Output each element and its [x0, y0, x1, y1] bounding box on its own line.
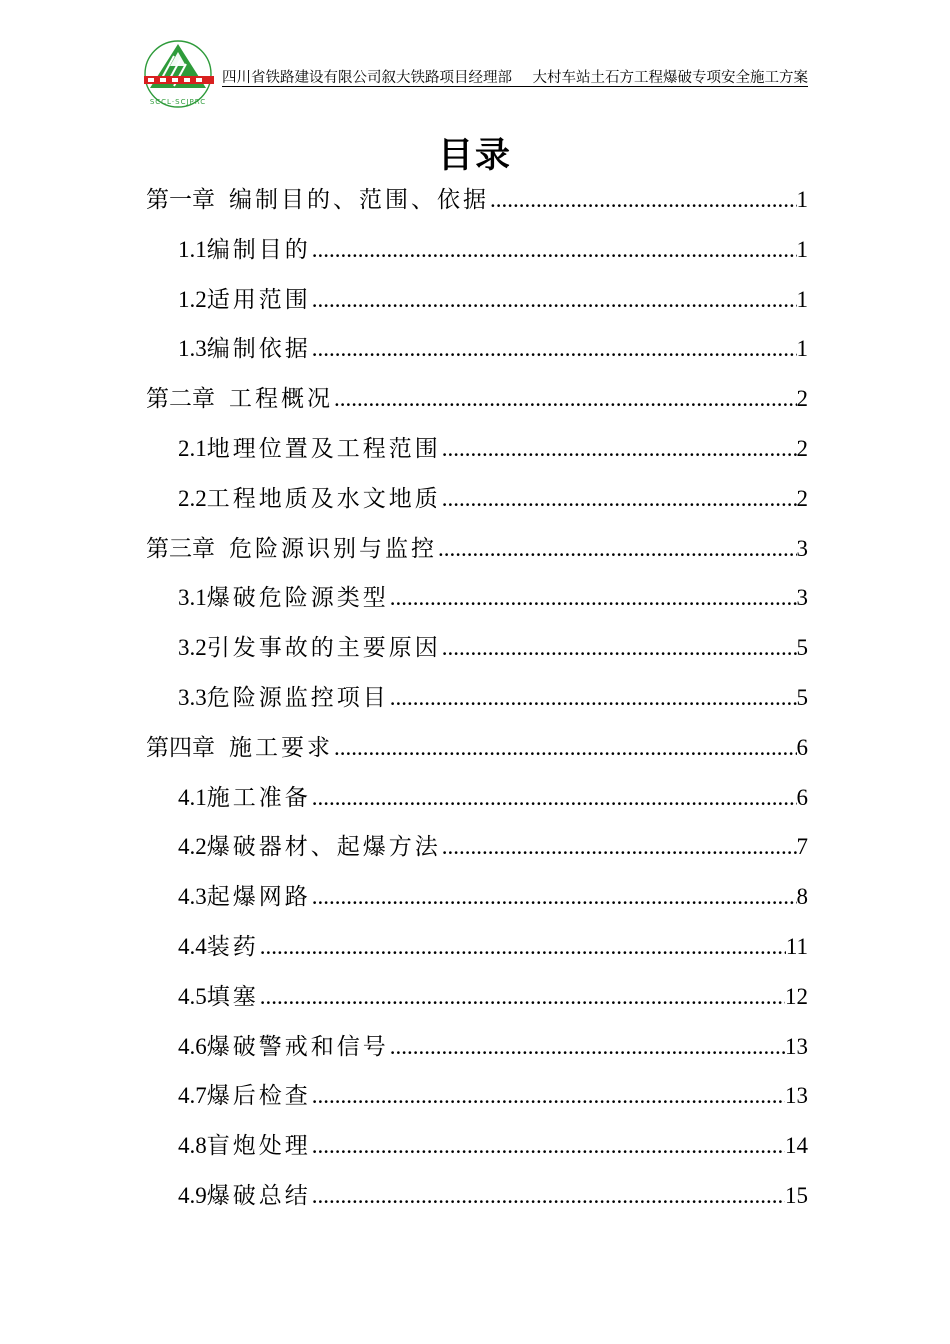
header-document-name: 大村车站土石方工程爆破专项安全施工方案	[532, 70, 808, 86]
toc-dot-leader	[390, 582, 797, 614]
toc-page-number: 2	[796, 485, 808, 511]
toc-entry-title: 爆后检查	[206, 1083, 311, 1110]
toc-entry-title: 工程概况	[229, 386, 333, 413]
toc-entry[interactable]	[146, 732, 808, 764]
toc-page-number: 11	[785, 934, 808, 959]
toc-dot-leader	[334, 732, 797, 764]
toc-entry-title: 编制目的、范围、依据	[229, 187, 489, 213]
toc-entry-label	[178, 483, 441, 515]
toc-dot-leader	[312, 284, 797, 316]
toc-entry-number: 1.1	[178, 236, 207, 262]
toc-dot-leader	[312, 782, 797, 814]
toc-dot-leader	[312, 234, 797, 266]
toc-entry-label	[178, 1180, 311, 1212]
header-rule	[222, 86, 808, 87]
toc-entry-title: 盲炮处理	[206, 1133, 311, 1160]
toc-entry-label	[178, 1130, 311, 1162]
company-logo	[140, 38, 220, 114]
toc-entry[interactable]	[178, 831, 808, 863]
toc-page-number: 13	[785, 1033, 808, 1059]
toc-page-number: 12	[785, 983, 808, 1009]
toc-entry[interactable]	[178, 1180, 808, 1212]
toc-dot-leader	[442, 831, 797, 863]
toc-entry[interactable]	[178, 284, 808, 316]
toc-page-number: 13	[785, 1083, 808, 1109]
toc-dot-leader	[312, 1130, 785, 1162]
toc-entry-title: 危险源识别与监控	[229, 535, 437, 562]
toc-entry-label	[178, 1080, 311, 1112]
toc-entry-number: 第三章	[146, 535, 215, 561]
toc-entry-number: 4.3	[178, 884, 207, 910]
toc-entry[interactable]	[178, 1031, 808, 1063]
toc-page-number: 5	[796, 635, 808, 661]
toc-entry-label	[146, 533, 437, 565]
toc-dot-leader	[312, 881, 797, 913]
toc-page-number: 2	[796, 436, 808, 461]
toc-page-number: 3	[796, 585, 808, 611]
header-text	[222, 66, 808, 87]
toc-entry-label	[146, 184, 489, 216]
toc-entry[interactable]	[178, 1130, 808, 1162]
toc-page-number: 2	[796, 386, 808, 412]
toc-entry-number: 2.2	[178, 485, 207, 511]
toc-entry-title: 爆破器材、起爆方法	[206, 834, 441, 861]
toc-page-number: 3	[796, 535, 808, 561]
toc-entry-title: 爆破警戒和信号	[206, 1033, 389, 1060]
toc-entry-number: 4.2	[178, 834, 207, 860]
page-title: 目录	[437, 136, 512, 176]
toc-entry[interactable]	[146, 383, 808, 415]
toc-entry[interactable]	[146, 533, 808, 565]
toc-entry[interactable]	[178, 234, 808, 266]
toc-entry-label	[178, 931, 259, 963]
toc-entry-number: 4.9	[178, 1183, 207, 1208]
toc-entry-label	[178, 831, 441, 863]
toc-entry-title: 引发事故的主要原因	[206, 635, 441, 662]
toc-entry-title: 适用范围	[206, 286, 311, 313]
toc-entry[interactable]	[146, 184, 808, 216]
toc-dot-leader	[312, 1180, 785, 1212]
toc-entry[interactable]	[178, 433, 808, 465]
toc-page-number: 6	[796, 734, 808, 760]
header-company: 四川省铁路建设有限公司叙大铁路项目经理部	[222, 70, 512, 86]
toc-entry[interactable]	[178, 981, 808, 1013]
toc-entry-number: 1.3	[178, 336, 207, 362]
toc-entry[interactable]	[178, 682, 808, 714]
toc-page-number: 6	[796, 784, 808, 810]
toc-entry-label	[146, 732, 333, 764]
toc-entry-number: 4.4	[178, 934, 207, 959]
toc-entry-number: 4.8	[178, 1133, 207, 1159]
toc-entry-label	[146, 383, 333, 415]
toc-entry-number: 第一章	[146, 187, 215, 212]
toc-entry-title: 工程地质及水文地质	[206, 485, 441, 512]
toc-entry[interactable]	[178, 333, 808, 365]
toc-entry-title: 爆破总结	[206, 1183, 311, 1209]
toc-entry-title: 起爆网路	[206, 884, 311, 911]
toc-dot-leader	[334, 383, 797, 415]
toc-dot-leader	[390, 1031, 785, 1063]
toc-entry-number: 3.1	[178, 585, 207, 611]
toc-dot-leader	[442, 632, 797, 664]
toc-entry-title: 编制目的	[206, 236, 311, 263]
toc-dot-leader	[490, 184, 797, 216]
toc-entry-label	[178, 782, 311, 814]
toc-entry[interactable]	[178, 632, 808, 664]
page-header	[140, 38, 808, 114]
toc-page-number: 1	[796, 336, 808, 362]
toc-entry-label	[178, 433, 441, 465]
toc-entry-title: 装药	[206, 934, 259, 960]
toc-page-number: 1	[796, 286, 808, 312]
toc-entry-number: 第四章	[146, 734, 215, 760]
toc-page-number: 7	[796, 834, 808, 860]
toc-entry-label	[178, 981, 259, 1013]
toc-entry-number: 1.2	[178, 286, 207, 312]
toc-page-number: 8	[796, 884, 808, 910]
toc-entry-title: 填塞	[206, 983, 259, 1010]
toc-entry-title: 地理位置及工程范围	[206, 436, 441, 462]
toc-dot-leader	[442, 433, 797, 465]
toc-entry-number: 4.5	[178, 983, 207, 1009]
toc-dot-leader	[260, 981, 785, 1013]
toc-entry-number: 4.6	[178, 1033, 207, 1059]
toc-page-number: 15	[785, 1183, 808, 1208]
toc-entry-number: 4.7	[178, 1083, 207, 1109]
toc-entry-title: 爆破危险源类型	[206, 585, 389, 612]
toc-entry[interactable]	[178, 1080, 808, 1112]
toc-dot-leader	[312, 1080, 785, 1112]
toc-dot-leader	[390, 682, 797, 714]
toc-entry-label	[178, 333, 311, 365]
toc-entry[interactable]	[178, 881, 808, 913]
toc-page-number: 14	[785, 1133, 808, 1159]
toc-page-number: 5	[796, 685, 808, 710]
toc-dot-leader	[438, 533, 797, 565]
toc-entry[interactable]	[178, 483, 808, 515]
toc-entry-number: 4.1	[178, 784, 207, 810]
toc-entry-number: 2.1	[178, 436, 207, 461]
toc-entry[interactable]	[178, 931, 808, 963]
toc-entry-number: 3.3	[178, 685, 207, 710]
toc-entry-label	[178, 1031, 389, 1063]
logo-lettering: SCCL·SCJPRC	[149, 98, 207, 106]
toc-entry[interactable]	[178, 582, 808, 614]
toc-entry-label	[178, 682, 389, 714]
toc-dot-leader	[442, 483, 797, 515]
toc-entry-label	[178, 632, 441, 664]
toc-entry-title: 施工要求	[229, 734, 333, 761]
toc-entry-label	[178, 582, 389, 614]
toc-entry-label	[178, 284, 311, 316]
toc-page-number: 1	[796, 187, 808, 212]
toc-entry-number: 3.2	[178, 635, 207, 661]
toc-entry-number: 第二章	[146, 386, 215, 412]
toc-page-number: 1	[796, 236, 808, 262]
toc-entry-title: 编制依据	[206, 336, 311, 363]
toc-dot-leader	[260, 931, 786, 963]
toc-entry-title: 危险源监控项目	[206, 685, 389, 711]
toc-entry[interactable]	[178, 782, 808, 814]
toc-entry-label	[178, 881, 311, 913]
toc-dot-leader	[312, 333, 797, 365]
toc-entry-title: 施工准备	[206, 784, 311, 811]
toc-entry-label	[178, 234, 311, 266]
